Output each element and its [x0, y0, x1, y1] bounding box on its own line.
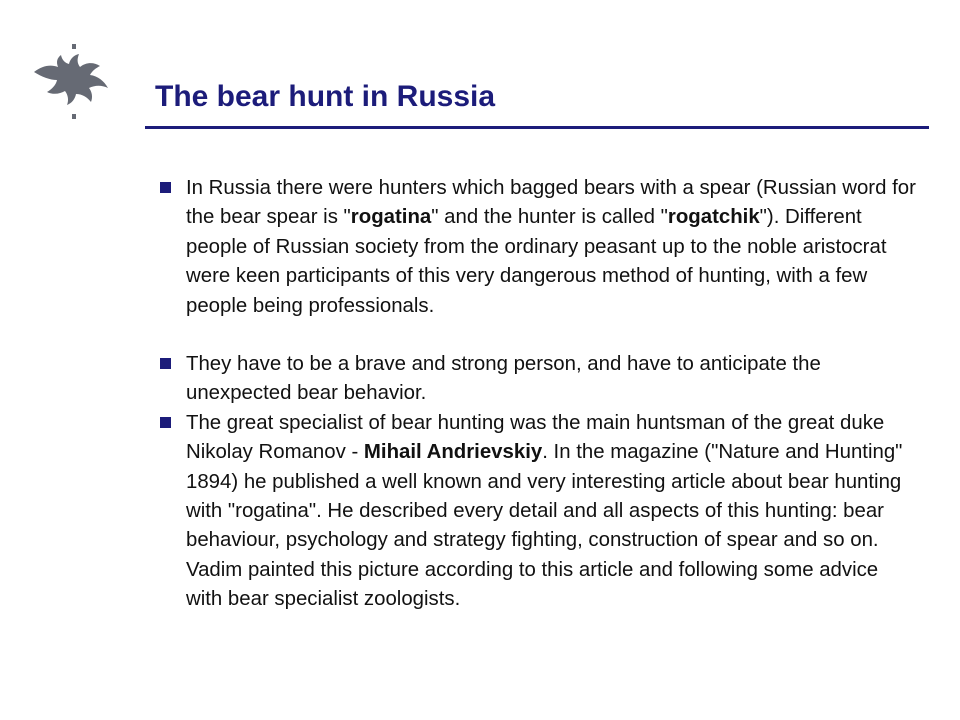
- square-bullet-icon: [160, 182, 171, 193]
- bullet-item: They have to be a brave and strong person, and have to anticipate the unexpected bear behavior.: [160, 350, 920, 409]
- title-divider: [145, 126, 929, 129]
- bullet-list: [160, 174, 920, 615]
- square-bullet-icon: [160, 417, 171, 428]
- bullet-item: The great specialist of bear hunting was the main huntsman of the great duke Nikolay Romanov - Mihail Andrievskiy. In the magazine ("Nature and Hunting" 1894) he published a well known and very interesting article about bear hunting with "rogatina". He described every detail and all aspects of this hunting: bear behaviour, psychology and strategy fighting, construction of spear and so on. Vadim painted this picture according to this article and following some advice with bear specialist zoologists.: [160, 409, 920, 615]
- square-bullet-icon: [160, 358, 171, 369]
- bold-term: rogatina: [350, 206, 432, 229]
- university-helsinki-flame-logo: [30, 40, 120, 130]
- slide-title: The bear hunt in Russia: [155, 80, 496, 113]
- bullet-item: In Russia there were hunters which bagged bears with a spear (Russian word for the bear spear is "rogatina" and the hunter is called "rogatchik"). Different people of Russian society from the ordinary peasant up to the noble aristocrat were keen participants of this very dangerous method of hunting, with a few people being professionals.: [160, 174, 920, 321]
- bold-term: rogatchik: [667, 206, 760, 229]
- bold-name: Mihail Andrievskiy: [363, 441, 543, 464]
